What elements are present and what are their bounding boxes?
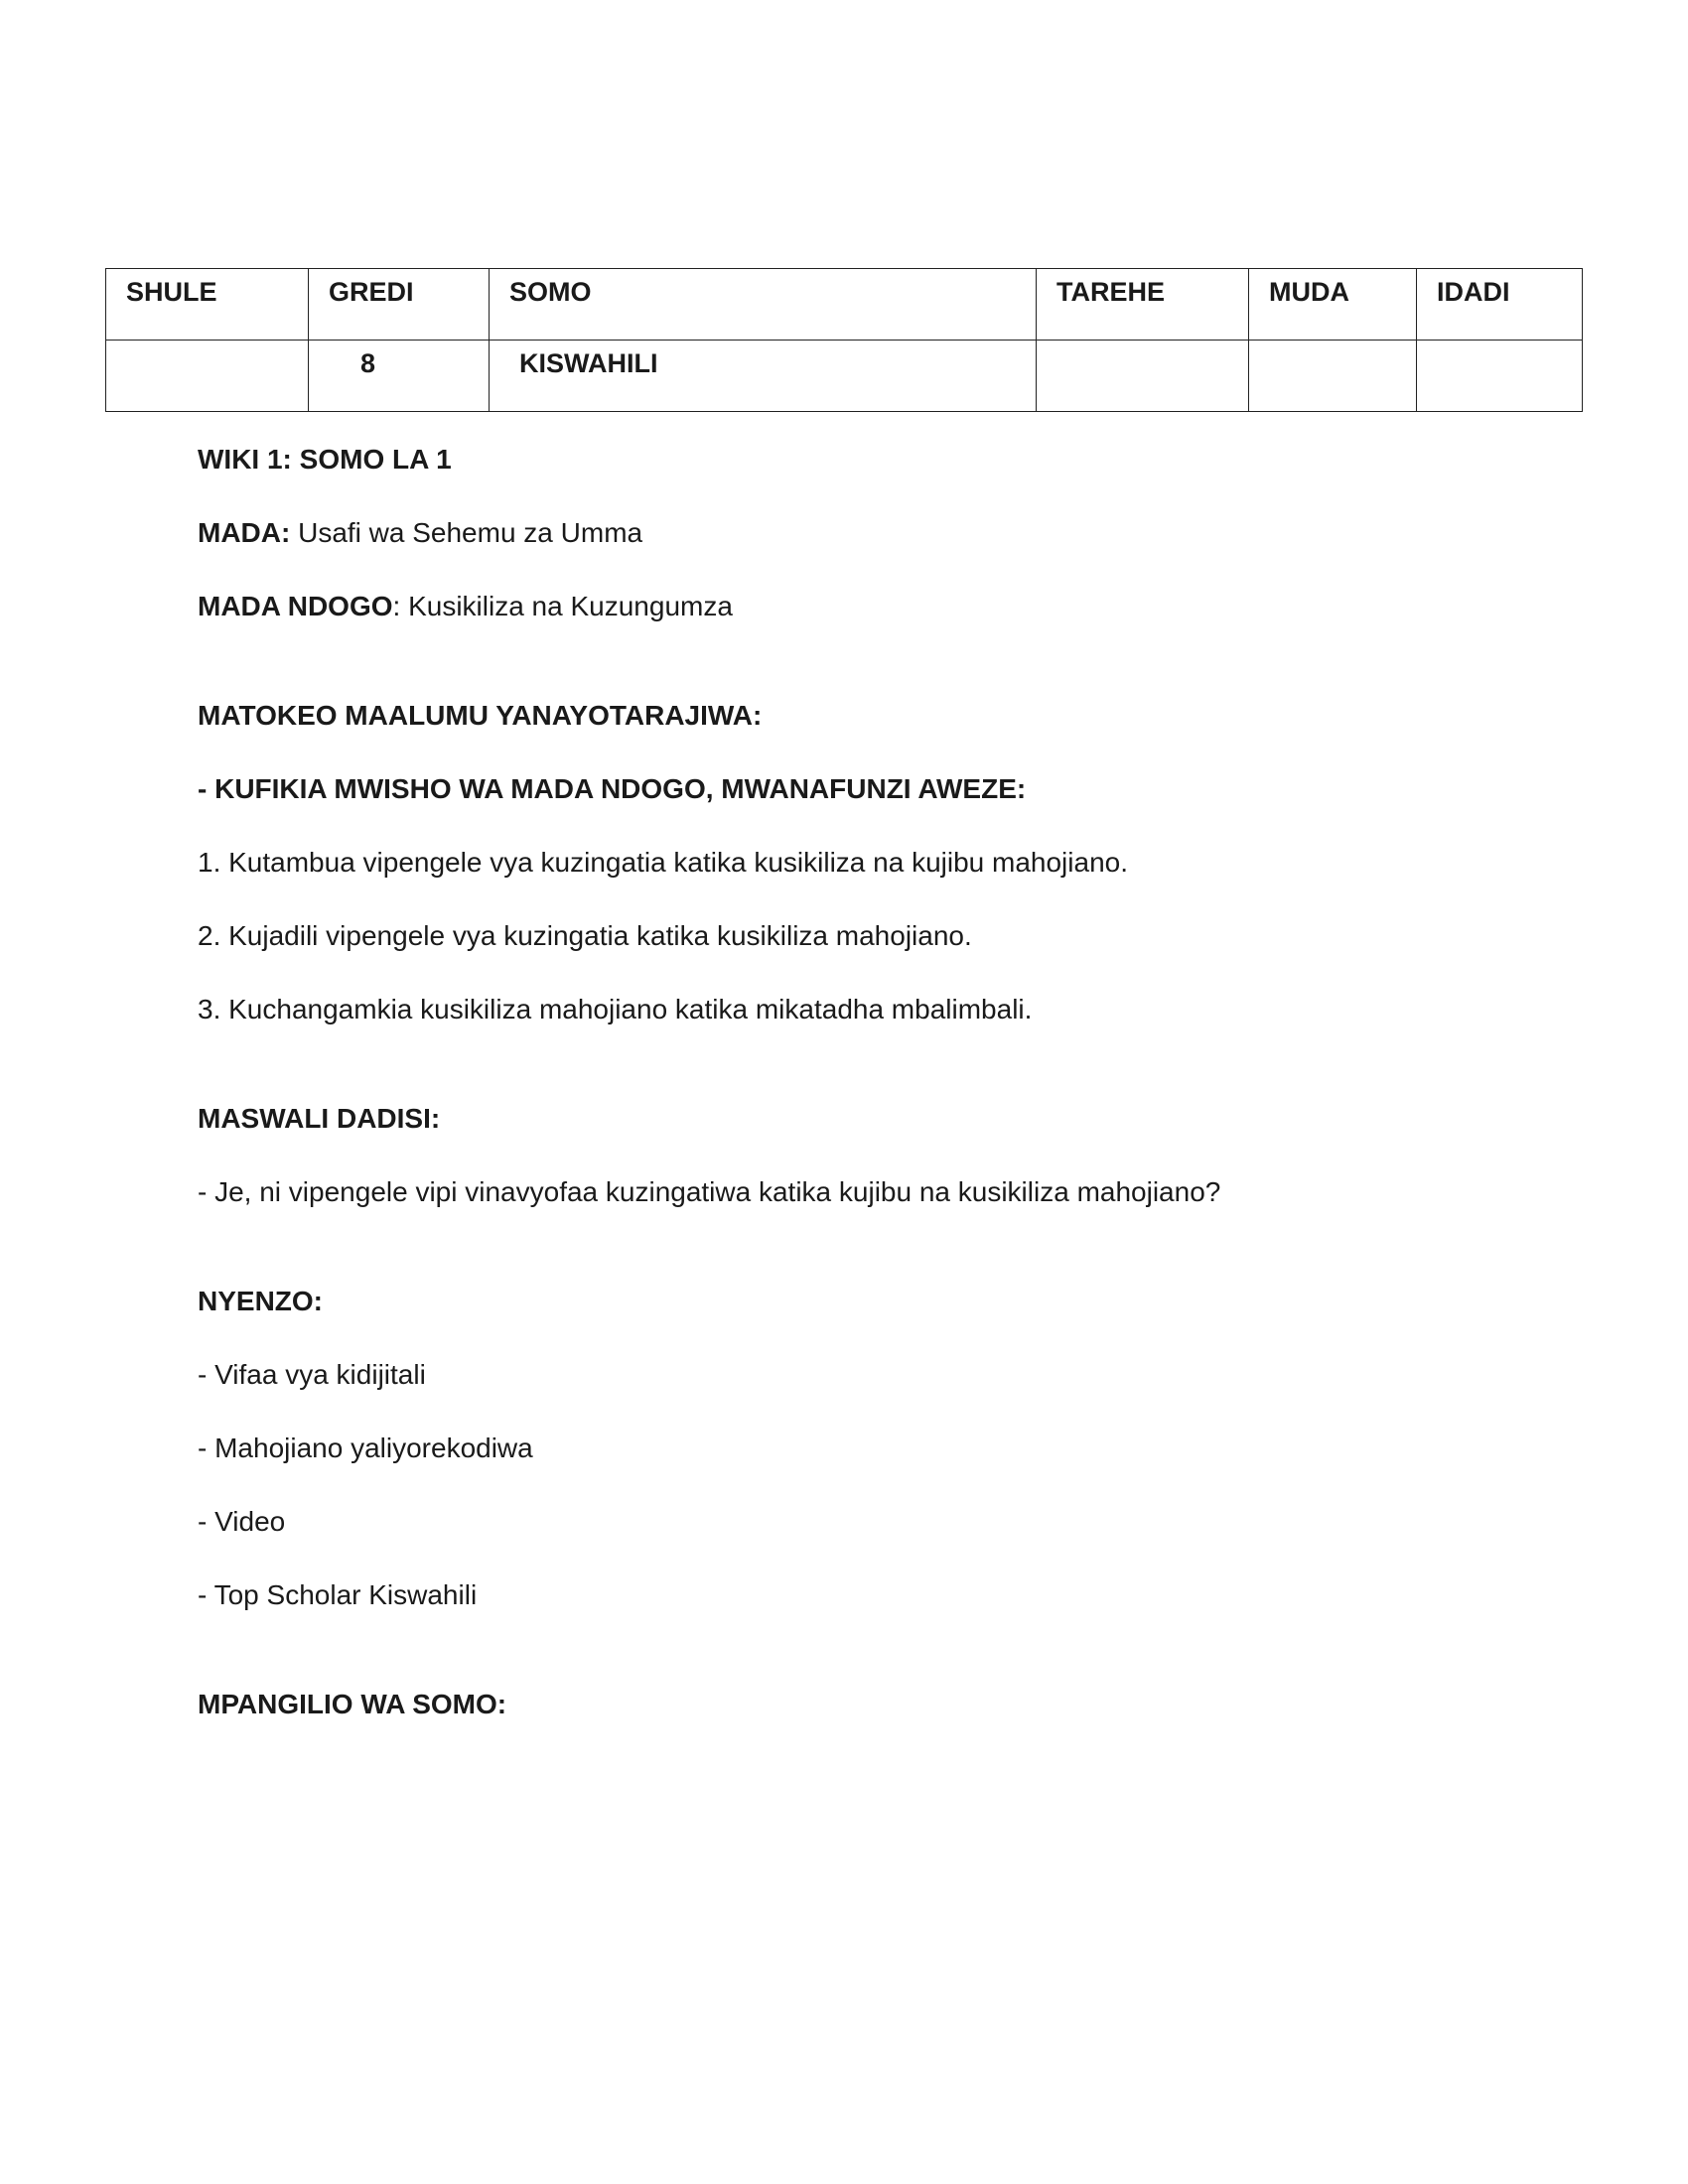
outcomes-intro: - KUFIKIA MWISHO WA MADA NDOGO, MWANAFUNZI AWEZE:	[198, 773, 1027, 804]
outcomes-heading: MATOKEO MAALUMU YANAYOTARAJIWA:	[198, 700, 763, 731]
list-item: - Vifaa vya kidijitali	[198, 1359, 426, 1390]
table-header-row	[106, 269, 1583, 341]
list-item: - Mahojiano yaliyorekodiwa	[198, 1433, 533, 1463]
list-item: - Je, ni vipengele vipi vinavyofaa kuzingatiwa katika kujibu na kusikiliza mahojiano?	[198, 1176, 1221, 1207]
header-count: IDADI	[1417, 269, 1583, 341]
topic-value: Usafi wa Sehemu za Umma	[290, 517, 643, 548]
subtopic-line	[198, 589, 1578, 624]
list-item: 3. Kuchangamkia kusikiliza mahojiano katika mikatadha mbalimbali.	[198, 994, 1033, 1024]
lesson-content	[198, 442, 1578, 1760]
cell-school	[106, 341, 309, 412]
resources-heading: NYENZO:	[198, 1286, 323, 1316]
subtopic-label: MADA NDOGO	[198, 591, 393, 621]
cell-count	[1417, 341, 1583, 412]
cell-subject: KISWAHILI	[490, 341, 1037, 412]
subtopic-value: : Kusikiliza na Kuzungumza	[392, 591, 733, 621]
list-item: - Top Scholar Kiswahili	[198, 1579, 478, 1610]
header-school: SHULE	[106, 269, 309, 341]
cell-time	[1249, 341, 1417, 412]
questions-heading: MASWALI DADISI:	[198, 1103, 441, 1134]
header-subject: SOMO	[490, 269, 1037, 341]
header-date: TAREHE	[1037, 269, 1249, 341]
cell-date	[1037, 341, 1249, 412]
table-row	[106, 341, 1583, 412]
topic-label: MADA:	[198, 517, 291, 548]
header-grade: GREDI	[309, 269, 490, 341]
week-heading: WIKI 1: SOMO LA 1	[198, 444, 452, 475]
cell-grade: 8	[309, 341, 490, 412]
topic-line	[198, 515, 1578, 551]
list-item: 2. Kujadili vipengele vya kuzingatia katika kusikiliza mahojiano.	[198, 920, 972, 951]
list-item: 1. Kutambua vipengele vya kuzingatia katika kusikiliza na kujibu mahojiano.	[198, 847, 1128, 878]
list-item: - Video	[198, 1506, 286, 1537]
plan-heading: MPANGILIO WA SOMO:	[198, 1689, 507, 1719]
header-time: MUDA	[1249, 269, 1417, 341]
lesson-header-table	[105, 268, 1583, 412]
